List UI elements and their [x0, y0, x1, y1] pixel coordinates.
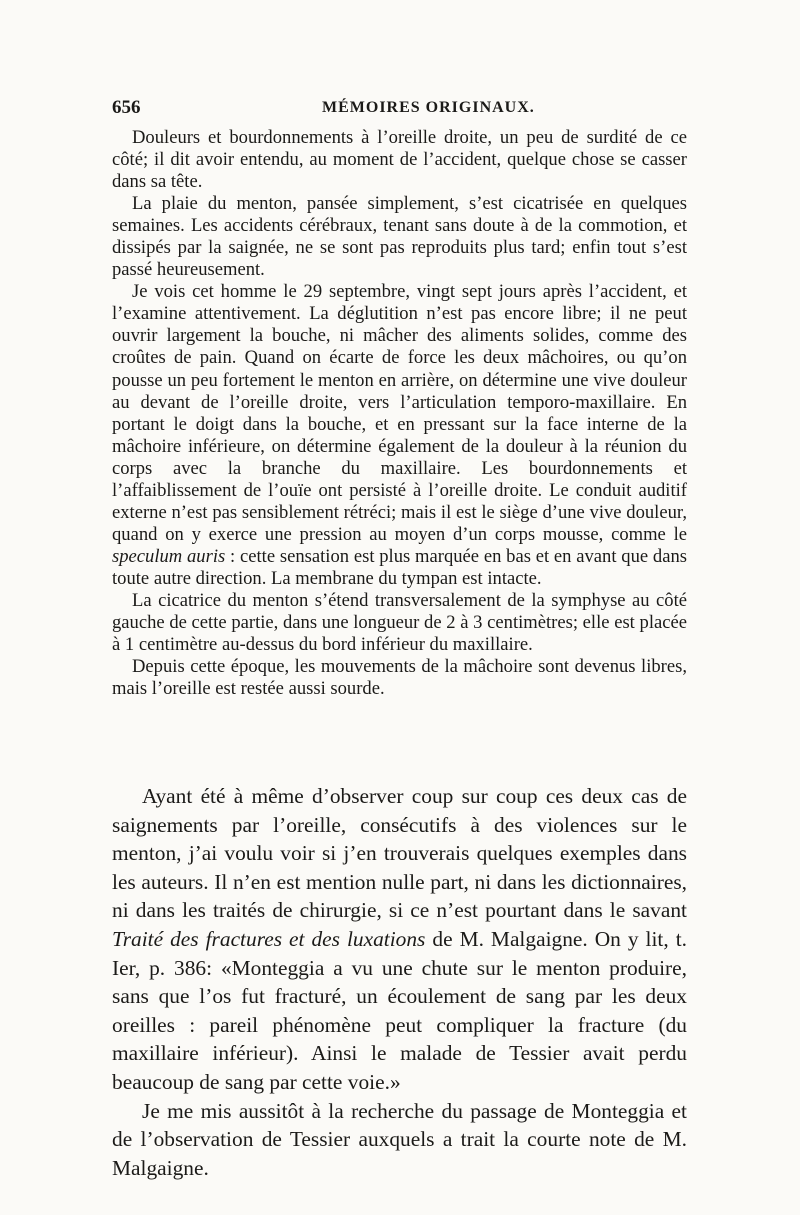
literature-text-1: Ayant été à même d’observer coup sur coup ces deux cas de saignements par l’oreille, consécutifs à des violences sur le menton, j’ai voulu voir si j’en trouverais quelques exemples dans les auteurs. Il n’en est mention nulle part, ni dans les dictionnaires, ni dans les traités de chirurgie, si ce n’est pourtant dans le savant — [112, 784, 687, 923]
page-number: 656 — [112, 97, 141, 118]
discussion-text — [112, 782, 687, 1182]
examination-text-1: Je vois cet homme le 29 septembre, vingt sept jours après l’accident, et l’examine attentivement. La déglutition n’est pas encore libre; il ne peut ouvrir largement la bouche, ni mâcher des aliments solides, comme des croûtes de pain. Quand on écarte de force les deux mâchoires, ou qu’on pousse un peu fortement le menton en arrière, on détermine une vive douleur au devant de l’oreille droite, vers l’articulation temporo-maxillaire. En portant le doigt dans la bouche, et en pressant sur la face interne de la mâchoire inférieure, on détermine également de la douleur à la réunion du corps avec la branche du maxillaire. Les bourdonnements et l’affaiblissement de l’ouïe ont persisté à l’oreille droite. Le conduit auditif externe n’est pas sensiblement rétréci; mais il est le siège d’une vive douleur, quand on y exerce une pression au moyen d’un corps mousse, comme le — [112, 281, 687, 545]
examination-text-2: : cette sensation est plus marquée en bas et en avant que dans toute autre direction. La membrane du tympan est intacte. — [112, 545, 687, 589]
paragraph-literature — [112, 782, 687, 1097]
paragraph-outcome: Depuis cette époque, les mouvements de la mâchoire sont devenus libres, mais l’oreille est restée aussi sourde. — [112, 656, 687, 700]
paragraph-examination — [112, 281, 687, 590]
paragraph-wound: La plaie du menton, pansée simplement, s’est cicatrisée en quelques semaines. Les accidents cérébraux, tenant sans doute à de la commotion, et dissipés par la saignée, ne se sont pas reproduits plus tard; enfin tout s’est passé heureusement. — [112, 193, 687, 281]
paragraph-scar: La cicatrice du menton s’étend transversalement de la symphyse au côté gauche de cette partie, dans une longueur de 2 à 3 centimètres; elle est placée à 1 centimètre au-dessus du bord inférieur du maxillaire. — [112, 589, 687, 656]
paragraph-research: Je me mis aussitôt à la recherche du passage de Monteggia et de l’observation de Tessier auxquels a trait la courte note de M. Malgaigne. — [112, 1098, 687, 1180]
literature-text-2: de M. Malgaigne. On y lit, t. Ier, p. 386: «Monteggia a vu une chute sur le menton produire, sans que l’os fut fracturé, un écoulement de sang par les deux oreilles : pareil phénomène peut compliquer la fracture (du maxillaire inférieur). Ainsi le malade de Tessier avait perdu beaucoup de sang par cette voie.» — [112, 926, 687, 1094]
running-head: MÉMOIRES ORIGINAUX. — [322, 99, 535, 116]
paragraph-symptoms: Douleurs et bourdonnements à l’oreille droite, un peu de surdité de ce côté; il dit avoir entendu, au moment de l’accident, quelque chose se casser dans sa tête. — [112, 127, 687, 193]
observation-text — [112, 127, 687, 700]
book-title: Traité des fractures et des luxations — [112, 926, 426, 951]
page-header — [112, 97, 687, 121]
speculum-term: speculum auris — [112, 545, 226, 567]
